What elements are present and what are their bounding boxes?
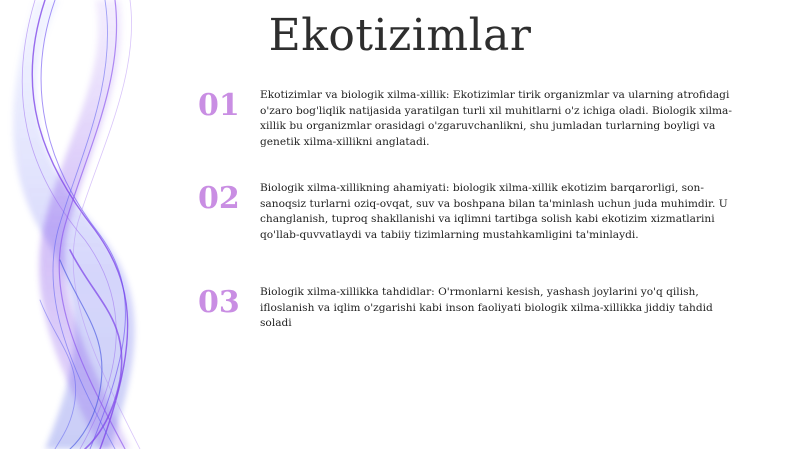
item-number: 03 bbox=[198, 285, 240, 320]
item-text: Ekotizimlar va biologik xilma-xillik: Ekotizimlar tirik organizmlar va ularning atrofidagi o'zaro bog'liqlik natijasida yaratilgan turli xil muhitlarni o'z ichiga oladi. Biologik xilma-xillik bu organizmlar orasidagi o'zgaruvchanlikni, shu jumladan turlarning boyligi va genetik xilma-xillikni anglatadi. bbox=[260, 89, 732, 148]
item-text: Biologik xilma-xillikka tahdidlar: O'rmonlarni kesish, yashash joylarini yo'q qilish, ifloslanish va iqlim o'zgarishi kabi inson faoliyati biologik xilma-xillikka jiddiy tahdid soladi bbox=[260, 286, 713, 329]
slide-title: Ekotizimlar bbox=[268, 10, 532, 61]
item-number: 01 bbox=[198, 88, 240, 123]
item-text: Biologik xilma-xillikning ahamiyati: biologik xilma-xillik ekotizim barqarorligi, son-sanoqsiz turlarni oziq-ovqat, suv va boshpana bilan ta'minlash uchun juda muhimdir. U changlanish, tuproq shakllanishi va iqlimni tartibga solish kabi ekotizim xizmatlarini qo'llab-quvvatlaydi va tabiiy tizimlarning mustahkamligini ta'minlaydi. bbox=[260, 182, 728, 241]
item-number: 02 bbox=[198, 181, 240, 216]
decorative-ribbon bbox=[0, 0, 190, 449]
